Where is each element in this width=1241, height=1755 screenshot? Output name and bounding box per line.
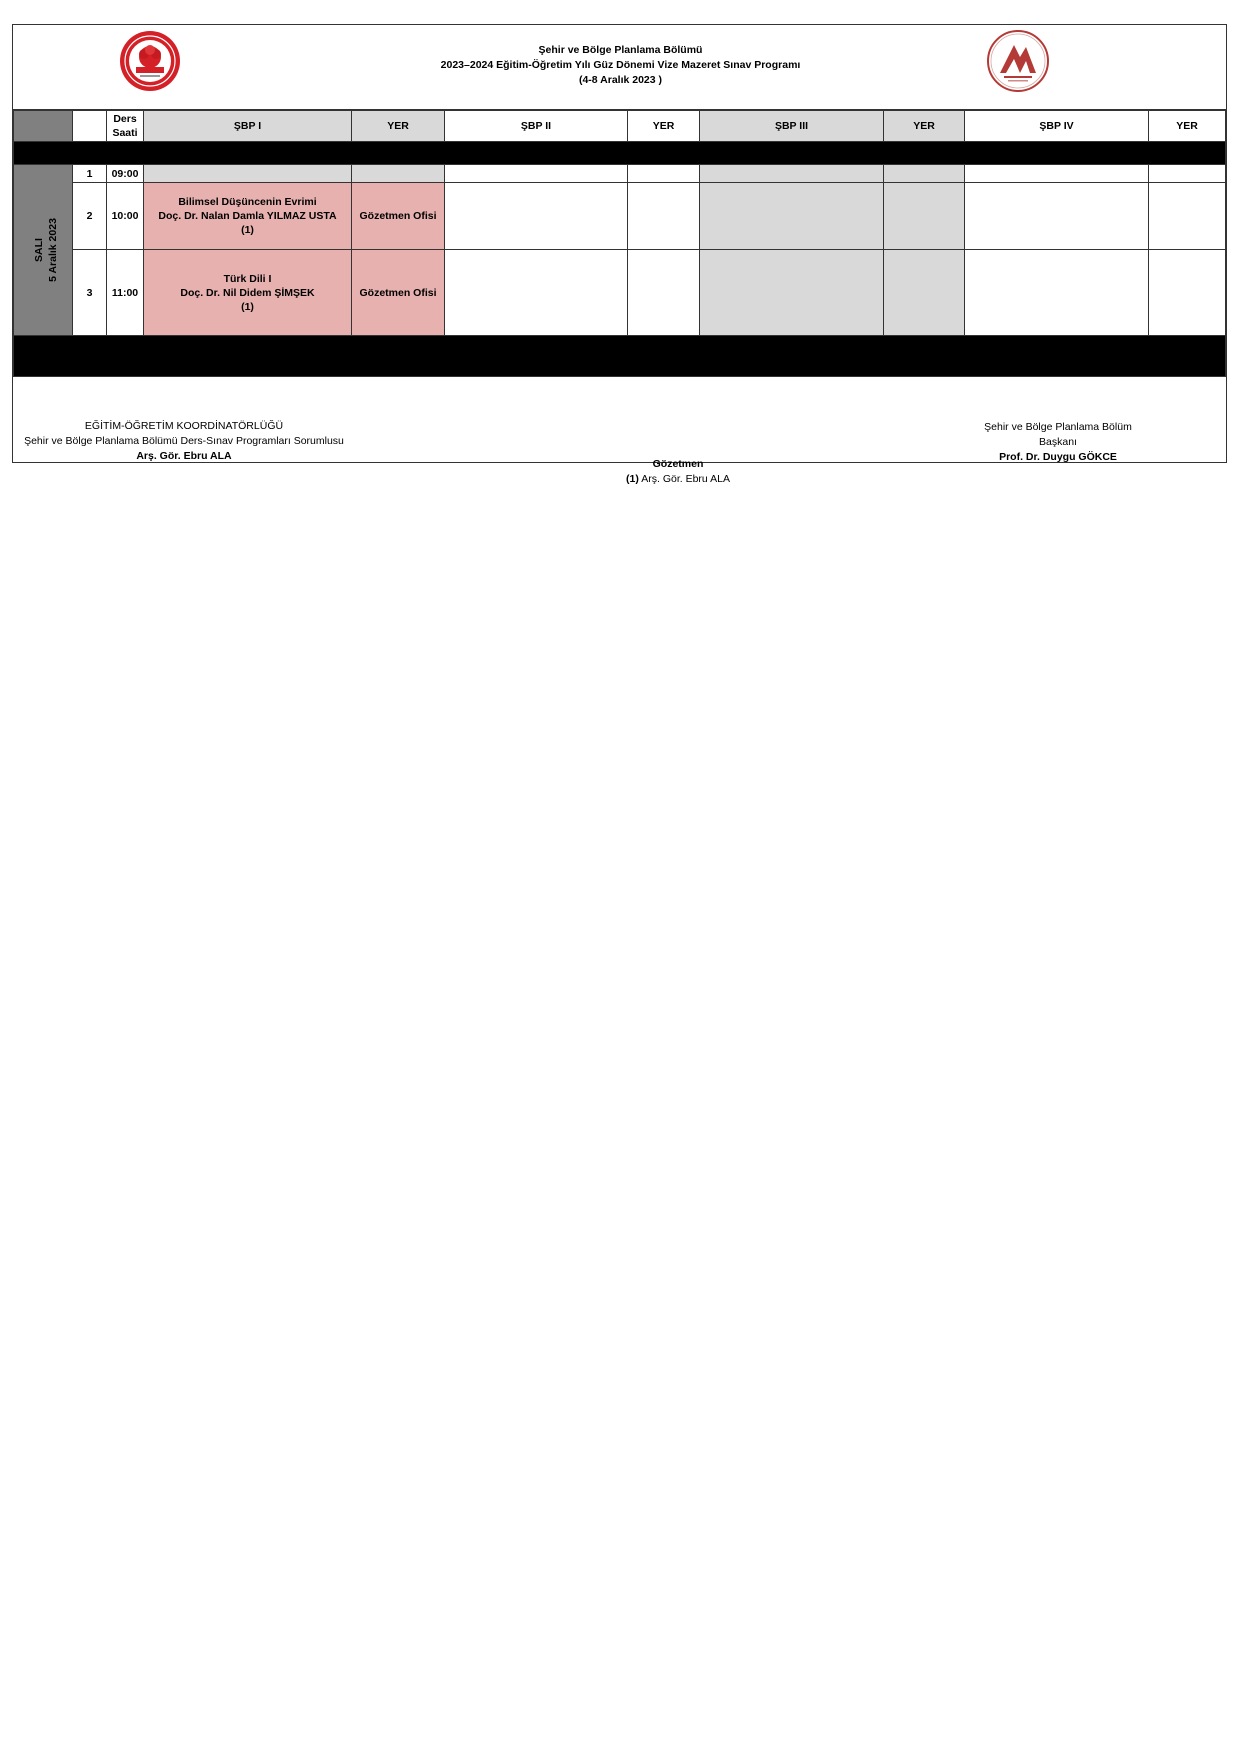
- header-saati: Saati: [112, 127, 138, 139]
- black-separator: [14, 336, 1226, 377]
- title-block: [313, 43, 928, 88]
- cell-sbp3: [700, 183, 884, 250]
- header-ders-saati: [107, 111, 144, 142]
- day-name: SALI: [32, 238, 45, 262]
- date-range: (4-8 Aralık 2023 ): [578, 74, 663, 86]
- cell-sbp2: [445, 250, 628, 336]
- cell-sbp2: [445, 165, 628, 183]
- cell-sbp4: [965, 165, 1149, 183]
- header-yer3: YER: [884, 111, 965, 142]
- cell-sbp2: [445, 183, 628, 250]
- table-row: [14, 165, 1226, 183]
- proctor-ref: (1): [241, 300, 254, 313]
- teacher-name: Doç. Dr. Nil Didem ŞİMŞEK: [180, 286, 315, 299]
- head-title-line1: Şehir ve Bölge Planlama Bölüm: [984, 421, 1132, 433]
- proctor-entry: [513, 472, 843, 487]
- program-title: 2023–2024 Eğitim-Öğretim Yılı Güz Dönemi Vize Mazeret Sınav Programı: [440, 59, 801, 71]
- coordination-office: EĞİTİM-ÖĞRETİM KOORDİNATÖRLÜĞÜ: [84, 420, 284, 432]
- separator-bar-top: [14, 142, 1226, 165]
- cell-yer2: [628, 250, 700, 336]
- exam-cell-sbp1: [144, 183, 352, 250]
- cell-yer3: [884, 250, 965, 336]
- day-date: 5 Aralık 2023: [46, 218, 59, 282]
- proctor-ref: (1): [626, 473, 639, 485]
- cell-sbp3: [700, 250, 884, 336]
- cell-sbp3: [700, 165, 884, 183]
- header-sbp3: ŞBP III: [700, 111, 884, 142]
- coordination-signature: [19, 419, 349, 464]
- cell-yer2: [628, 165, 700, 183]
- header-sbp4: ŞBP IV: [965, 111, 1149, 142]
- cell-yer2: [628, 183, 700, 250]
- header-yer4: YER: [1149, 111, 1226, 142]
- department-head-signature: [918, 420, 1198, 465]
- exam-cell-sbp1: [144, 250, 352, 336]
- header-sbp1: ŞBP I: [144, 111, 352, 142]
- cell-sbp4: [965, 250, 1149, 336]
- row-time: 11:00: [107, 250, 144, 336]
- proctor-legend: [513, 457, 843, 487]
- header-ders: Ders: [113, 113, 137, 125]
- department-logo: [986, 29, 1050, 93]
- row-time: 10:00: [107, 183, 144, 250]
- row-time: 09:00: [107, 165, 144, 183]
- cell-yer3: [884, 165, 965, 183]
- header-blank-day: [14, 111, 73, 142]
- row-number: 1: [73, 165, 107, 183]
- table-row: [14, 250, 1226, 336]
- row-number: 2: [73, 183, 107, 250]
- cell-yer4: [1149, 183, 1226, 250]
- cell-yer4: [1149, 165, 1226, 183]
- proctor-title: Gözetmen: [652, 458, 704, 470]
- head-name: Prof. Dr. Duygu GÖKCE: [999, 451, 1117, 463]
- cell-sbp4: [965, 183, 1149, 250]
- schedule-table: [13, 110, 1226, 377]
- row-number: 3: [73, 250, 107, 336]
- department-title: Şehir ve Bölge Planlama Bölümü: [538, 44, 703, 56]
- day-cell: [14, 165, 73, 336]
- cell-sbp1: [144, 165, 352, 183]
- header-sbp2: ŞBP II: [445, 111, 628, 142]
- course-name: Bilimsel Düşüncenin Evrimi: [178, 196, 317, 208]
- column-header-row: [14, 111, 1226, 142]
- teacher-name: Doç. Dr. Nalan Damla YILMAZ USTA: [158, 210, 337, 222]
- black-separator: [14, 142, 1226, 165]
- cell-yer4: [1149, 250, 1226, 336]
- table-row: [14, 183, 1226, 250]
- cell-yer1: [352, 165, 445, 183]
- proctor-ref: (1): [241, 224, 254, 236]
- head-title-line2: Başkanı: [1039, 436, 1077, 448]
- day-label: [32, 218, 60, 282]
- coordination-role: Şehir ve Bölge Planlama Bölümü Ders-Sınav Programları Sorumlusu: [24, 435, 344, 447]
- cell-yer3: [884, 183, 965, 250]
- exam-schedule-sheet: [12, 24, 1227, 485]
- exam-location: Gözetmen Ofisi: [352, 183, 445, 250]
- header-yer1: YER: [352, 111, 445, 142]
- signature-footer: [13, 383, 1226, 485]
- separator-bar-bottom: [14, 336, 1226, 377]
- proctor-name: Arş. Gör. Ebru ALA: [641, 473, 730, 485]
- header-blank-no: [73, 111, 107, 142]
- university-seal-logo: [119, 30, 181, 92]
- coordination-name: Arş. Gör. Ebru ALA: [136, 450, 232, 462]
- header-yer2: YER: [628, 111, 700, 142]
- sheet-header: [13, 25, 1226, 110]
- course-name: Türk Dili I: [223, 272, 272, 285]
- exam-location: Gözetmen Ofisi: [352, 250, 445, 336]
